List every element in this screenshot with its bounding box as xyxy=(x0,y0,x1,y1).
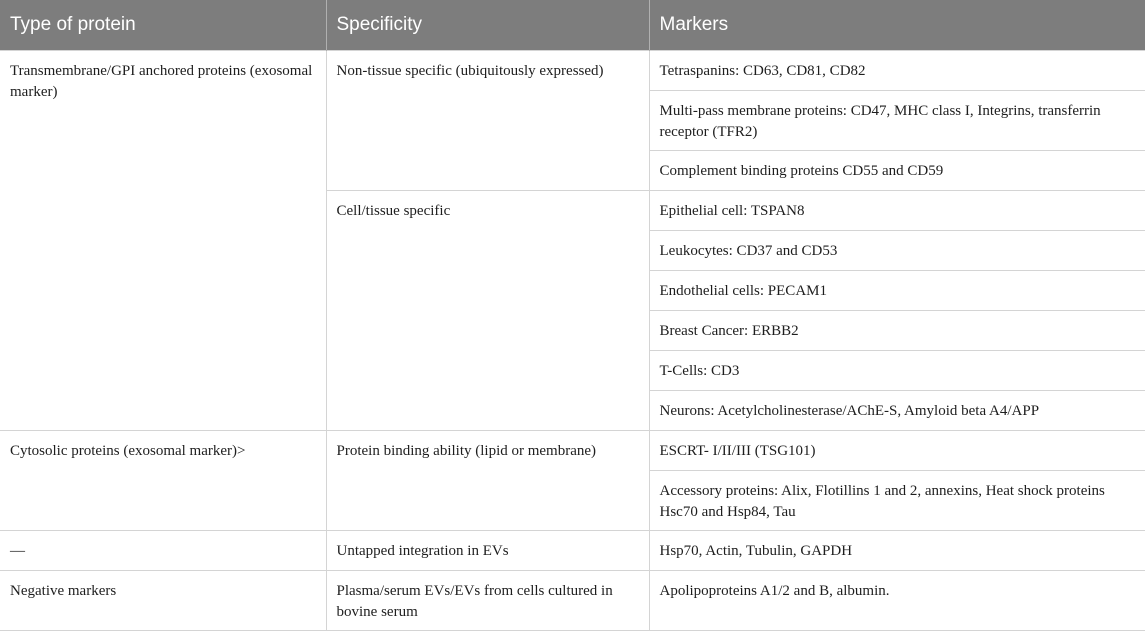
marker-cell: Epithelial cell: TSPAN8 xyxy=(649,190,1145,230)
marker-cell: Breast Cancer: ERBB2 xyxy=(649,310,1145,350)
marker-cell: Tetraspanins: CD63, CD81, CD82 xyxy=(649,50,1145,90)
table-row xyxy=(0,50,1145,90)
marker-cell: ESCRT- I/II/III (TSG101) xyxy=(649,430,1145,470)
specificity-cell-cytosolic: Protein binding ability (lipid or membrane) xyxy=(326,430,649,530)
marker-cell: Hsp70, Actin, Tubulin, GAPDH xyxy=(649,530,1145,570)
marker-cell: Multi-pass membrane proteins: CD47, MHC class I, Integrins, transferrin receptor (TFR2) xyxy=(649,90,1145,150)
header-specificity: Specificity xyxy=(326,0,649,50)
marker-cell: Accessory proteins: Alix, Flotillins 1 and 2, annexins, Heat shock proteins Hsc70 and Hsp84, Tau xyxy=(649,470,1145,530)
header-type-of-protein: Type of protein xyxy=(0,0,326,50)
table-header xyxy=(0,0,1145,50)
specificity-cell-negative: Plasma/serum EVs/EVs from cells cultured in bovine serum xyxy=(326,570,649,630)
table-body xyxy=(0,50,1145,630)
marker-cell: Neurons: Acetylcholinesterase/AChE-S, Amyloid beta A4/APP xyxy=(649,390,1145,430)
table-row xyxy=(0,570,1145,630)
marker-cell: Endothelial cells: PECAM1 xyxy=(649,270,1145,310)
marker-cell: Complement binding proteins CD55 and CD59 xyxy=(649,150,1145,190)
type-cell-negative: Negative markers xyxy=(0,570,326,630)
header-markers: Markers xyxy=(649,0,1145,50)
specificity-cell-nontissue: Non-tissue specific (ubiquitously expressed) xyxy=(326,50,649,190)
type-cell-transmembrane: Transmembrane/GPI anchored proteins (exosomal marker) xyxy=(0,50,326,430)
table-row xyxy=(0,530,1145,570)
type-cell-untapped: — xyxy=(0,530,326,570)
marker-cell: Leukocytes: CD37 and CD53 xyxy=(649,230,1145,270)
table-row xyxy=(0,430,1145,470)
marker-cell: T-Cells: CD3 xyxy=(649,350,1145,390)
marker-cell: Apolipoproteins A1/2 and B, albumin. xyxy=(649,570,1145,630)
specificity-cell-untapped: Untapped integration in EVs xyxy=(326,530,649,570)
type-cell-cytosolic: Cytosolic proteins (exosomal marker)> xyxy=(0,430,326,530)
specificity-cell-tissue: Cell/tissue specific xyxy=(326,190,649,430)
